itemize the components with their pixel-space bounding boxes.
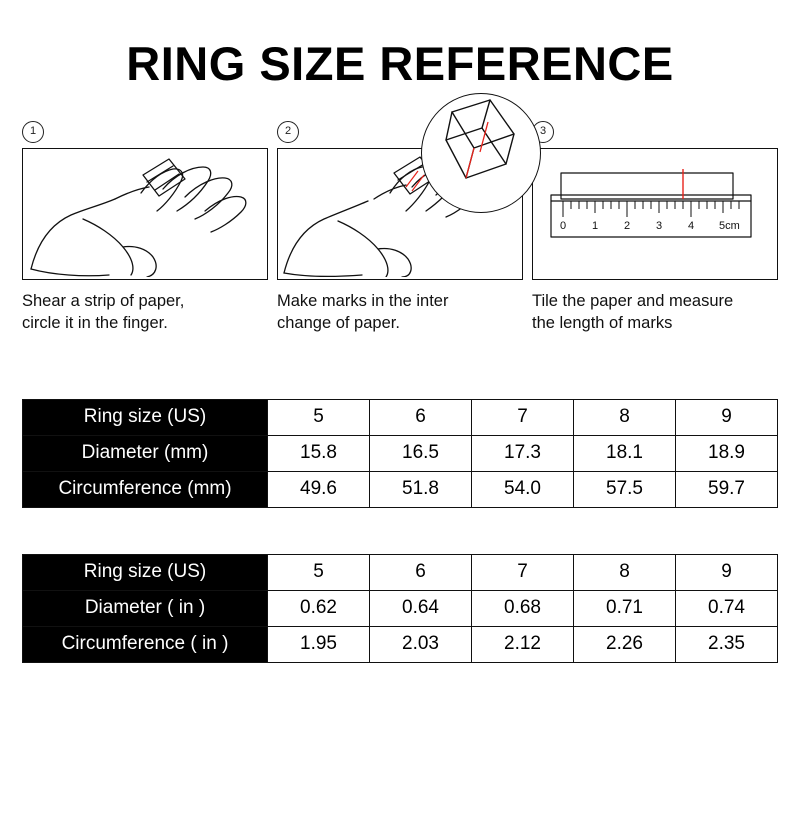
row-header: Diameter ( in ) (23, 590, 268, 626)
ruler-tick-label-3: 3 (656, 220, 663, 232)
ruler-end-label: 5cm (719, 220, 740, 232)
cell: 9 (676, 554, 778, 590)
ruler-measuring-paper-icon (533, 149, 777, 277)
size-table-in-wrapper (22, 554, 778, 663)
step-2-caption-line-2: change of paper. (277, 314, 400, 333)
row-header: Circumference (mm) (23, 471, 268, 507)
cell: 7 (472, 554, 574, 590)
cell: 59.7 (676, 471, 778, 507)
row-header: Ring size (US) (23, 554, 268, 590)
cell: 18.1 (574, 435, 676, 471)
cell: 0.68 (472, 590, 574, 626)
row-header: Ring size (US) (23, 399, 268, 435)
cell: 49.6 (268, 471, 370, 507)
step-2-number: 2 (277, 121, 299, 143)
cell: 16.5 (370, 435, 472, 471)
step-2-caption-line-1: Make marks in the inter (277, 292, 449, 310)
cell: 8 (574, 554, 676, 590)
cell: 2.26 (574, 626, 676, 662)
cell: 0.74 (676, 590, 778, 626)
cell: 17.3 (472, 435, 574, 471)
cell: 0.71 (574, 590, 676, 626)
cell: 2.03 (370, 626, 472, 662)
step-2 (277, 121, 523, 335)
row-header: Circumference ( in ) (23, 626, 268, 662)
cell: 9 (676, 399, 778, 435)
step-1-number: 1 (22, 121, 44, 143)
cell: 6 (370, 399, 472, 435)
cell: 2.35 (676, 626, 778, 662)
hand-with-paper-strip-icon (23, 149, 267, 277)
table-row (23, 554, 778, 590)
cell: 51.8 (370, 471, 472, 507)
step-3-caption-line-2: the length of marks (532, 314, 673, 333)
step-1-caption-line-1: Shear a strip of paper, (22, 292, 185, 310)
ruler-tick-label-0: 0 (560, 220, 567, 232)
cell: 54.0 (472, 471, 574, 507)
step-3-illustration-panel (532, 148, 778, 280)
ring-size-reference-page (0, 36, 800, 836)
magnifier-zoom-icon (421, 93, 541, 213)
size-table-mm-wrapper (22, 399, 778, 508)
step-3-number: 3 (532, 121, 554, 143)
page-title: RING SIZE REFERENCE (126, 37, 674, 90)
cell: 15.8 (268, 435, 370, 471)
step-1-caption-line-2: circle it in the finger. (22, 314, 168, 333)
table-row (23, 590, 778, 626)
size-table-in (22, 554, 778, 663)
step-1-illustration-panel (22, 148, 268, 280)
table-row (23, 471, 778, 507)
cell: 0.62 (268, 590, 370, 626)
cell: 1.95 (268, 626, 370, 662)
table-row (23, 399, 778, 435)
cell: 6 (370, 554, 472, 590)
cell: 57.5 (574, 471, 676, 507)
cell: 0.64 (370, 590, 472, 626)
step-3 (532, 121, 778, 335)
size-table-mm (22, 399, 778, 508)
cell: 5 (268, 554, 370, 590)
table-row (23, 435, 778, 471)
cell: 18.9 (676, 435, 778, 471)
ruler-tick-label-4: 4 (688, 220, 695, 232)
step-1-caption (22, 290, 268, 335)
ruler-tick-label-2: 2 (624, 220, 631, 232)
step-3-caption (532, 290, 778, 335)
step-3-caption-line-1: Tile the paper and measure (532, 292, 734, 310)
cell: 5 (268, 399, 370, 435)
ruler-tick-label-1: 1 (592, 220, 599, 232)
table-row (23, 626, 778, 662)
step-2-caption (277, 290, 523, 335)
cell: 2.12 (472, 626, 574, 662)
steps-row (22, 121, 778, 335)
step-1 (22, 121, 268, 335)
cell: 7 (472, 399, 574, 435)
cell: 8 (574, 399, 676, 435)
row-header: Diameter (mm) (23, 435, 268, 471)
